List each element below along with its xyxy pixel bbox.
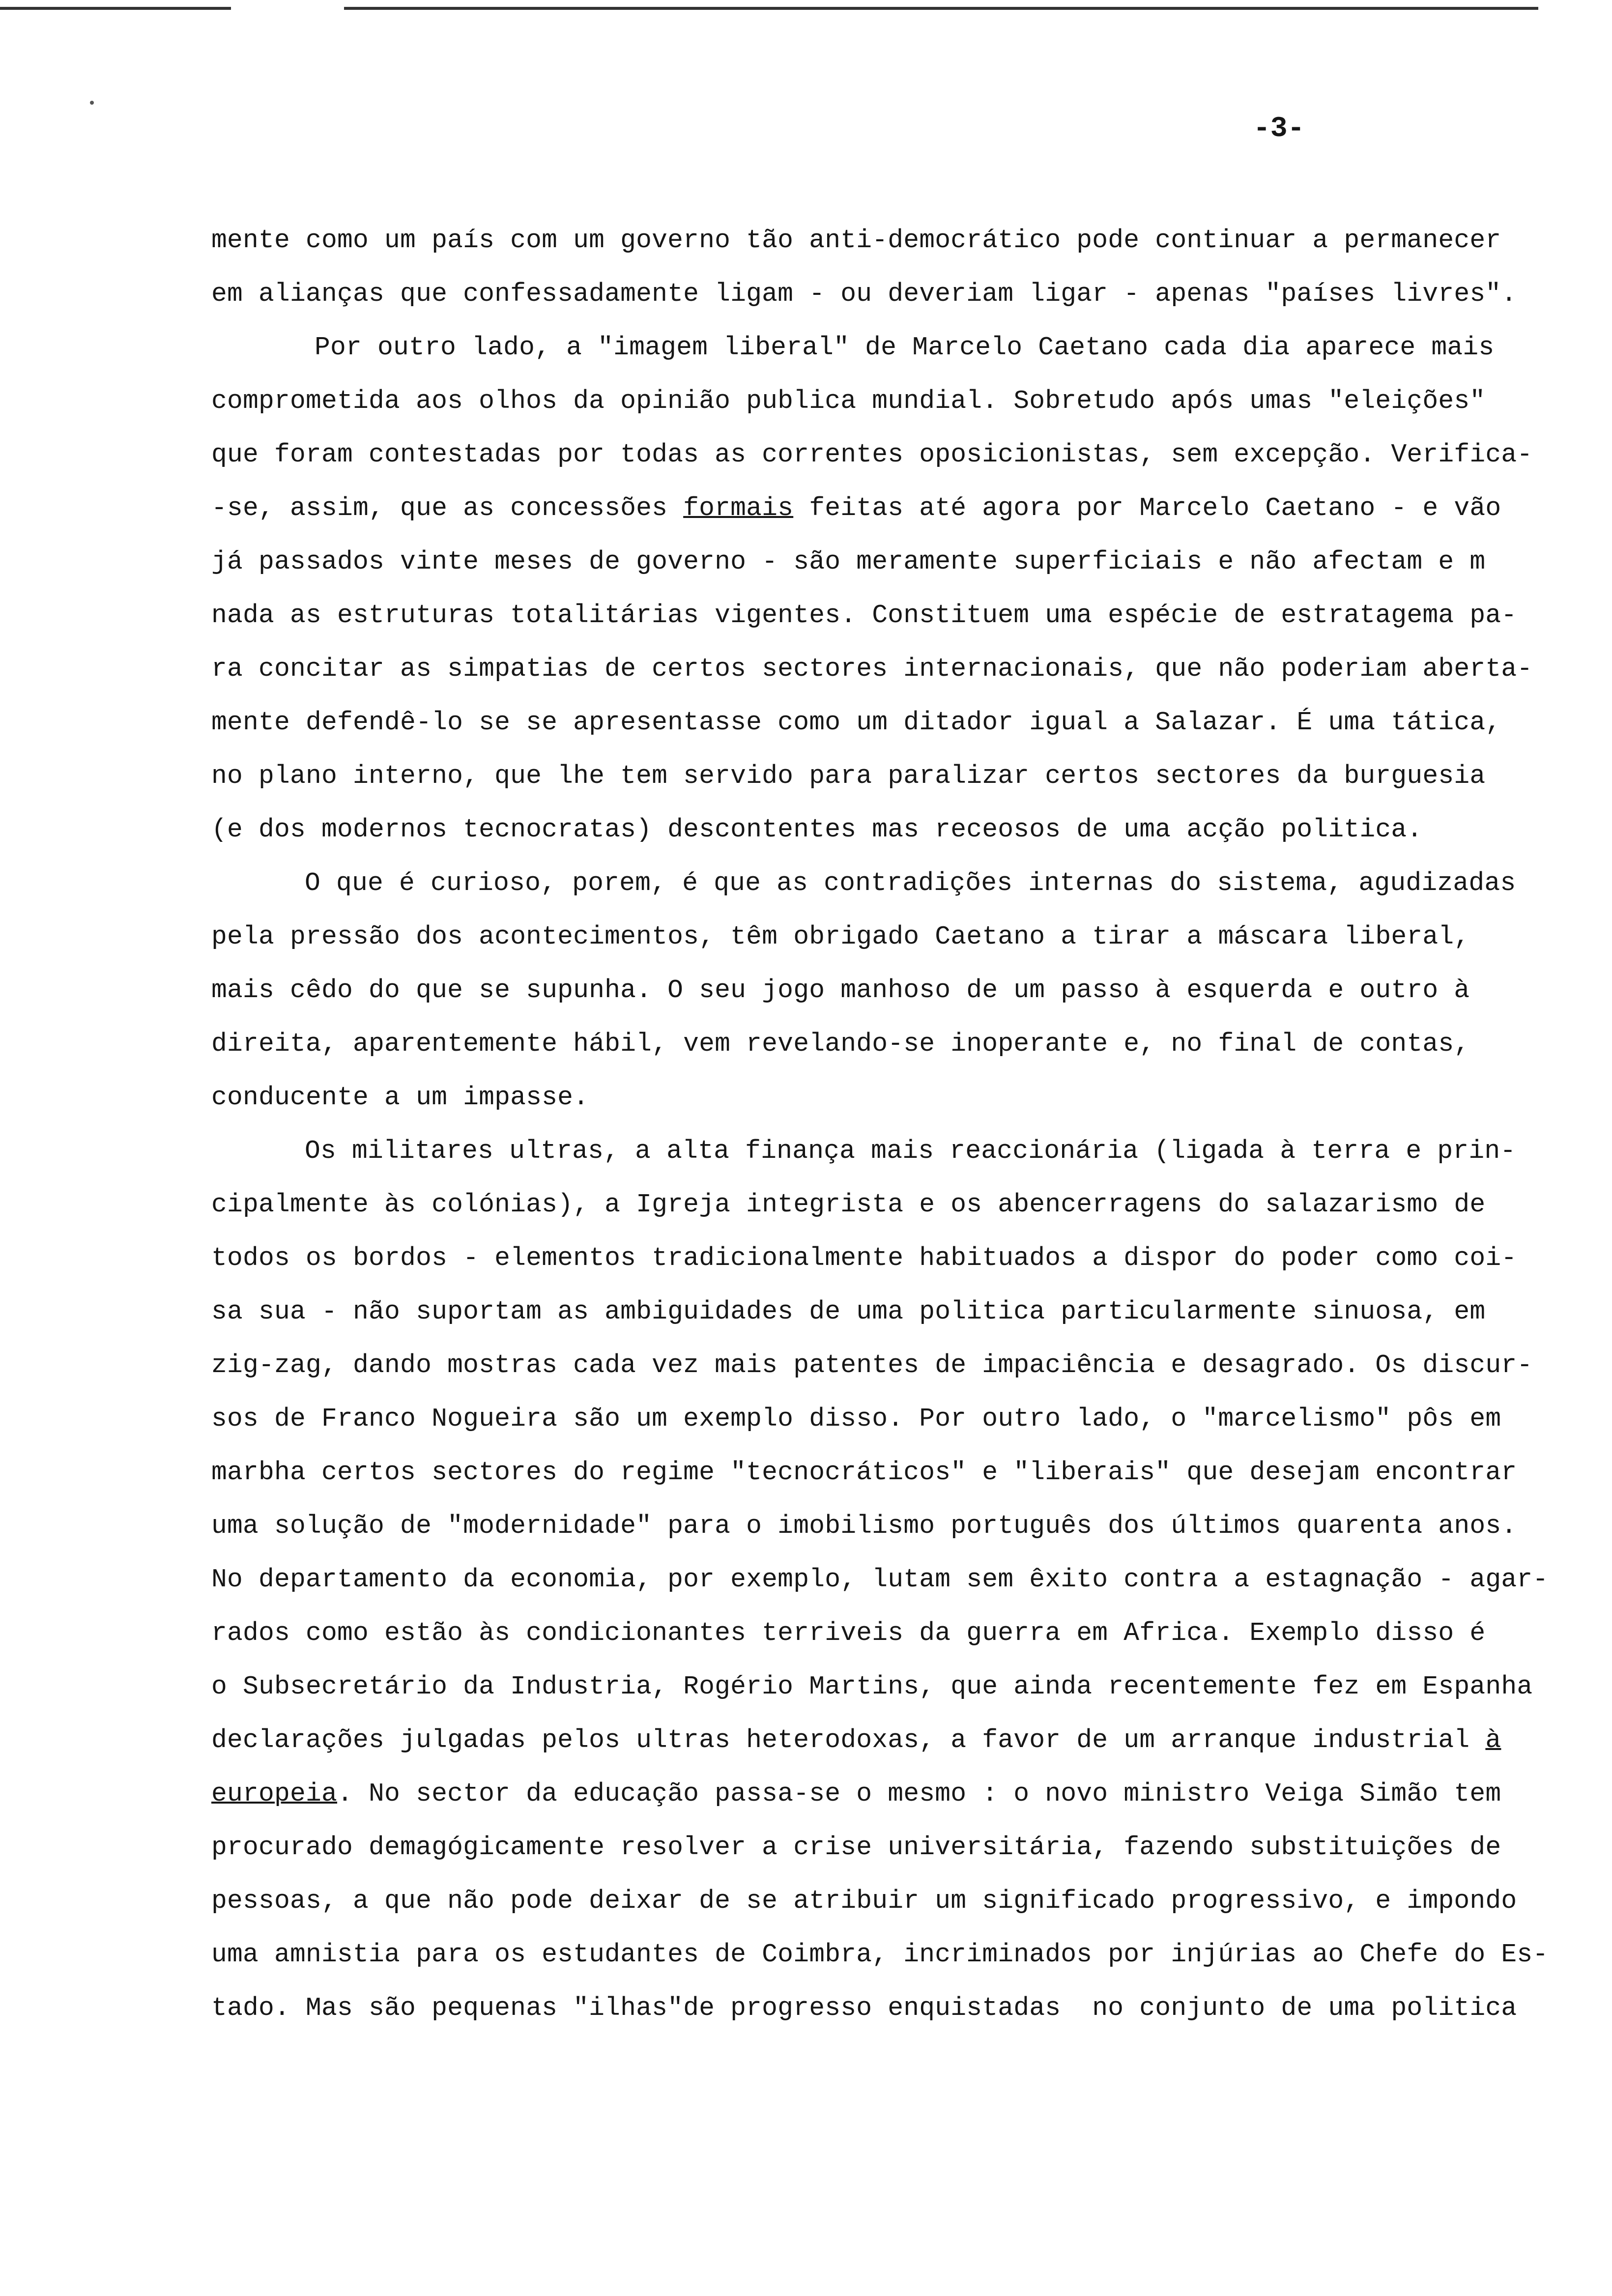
text-line [211,1714,1509,1767]
text-line: comprometida aos olhos da opinião publica mundial. Sobretudo após umas "eleições" [211,386,1486,416]
paragraph-start-line: O que é curioso, porem, é que as contradições internas do sistema, agudizadas [305,868,1516,898]
text-segment: declarações julgadas pelos ultras heterodoxas, a favor de um arranque industrial [211,1725,1486,1755]
text-line: sa sua - não suportam as ambiguidades de uma politica particularmente sinuosa, em [211,1297,1486,1326]
text-line: mente defendê-lo se se apresentasse como um ditador igual a Salazar. É uma tática, [211,708,1501,737]
text-line: conducente a um impasse. [211,1083,589,1112]
text-line [211,482,1509,535]
text-line: no plano interno, que lhe tem servido para paralizar certos sectores da burguesia [211,761,1486,791]
text-line: mente como um país com um governo tão anti-democrático pode continuar a permanecer [211,226,1501,255]
text-line: pela pressão dos acontecimentos, têm obrigado Caetano a tirar a máscara liberal, [211,922,1470,951]
top-edge-rule [344,7,1538,10]
text-line: procurado demagógicamente resolver a crise universitária, fazendo substituições de [211,1833,1501,1862]
scan-speck [90,101,94,105]
document-body [211,214,1549,2035]
text-line: ra concitar as simpatias de certos sectores internacionais, que não poderiam aberta- [211,654,1533,684]
page-number: -3- [1253,113,1305,145]
text-line: sos de Franco Nogueira são um exemplo disso. Por outro lado, o "marcelismo" pôs em [211,1404,1501,1434]
text-segment: -se, assim, que as concessões [211,493,684,523]
text-line: já passados vinte meses de governo - são meramente superficiais e não afectam e m [211,547,1486,576]
underlined-word: à [1485,1725,1501,1755]
text-segment: . No sector da educação passa-se o mesmo : o novo ministro Veiga Simão tem [337,1779,1501,1808]
text-line: em alianças que confessadamente ligam - ou deveriam ligar - apenas "países livres". [211,279,1517,309]
underlined-word: europeia [211,1779,338,1808]
text-line: cipalmente às colónias), a Igreja integrista e os abencerragens do salazarismo de [211,1190,1486,1219]
text-line [211,1767,1509,1821]
text-line: uma solução de "modernidade" para o imobilismo português dos últimos quarenta anos. [211,1511,1517,1541]
top-edge-rule [0,7,231,10]
text-line: rados como estão às condicionantes terriveis da guerra em Africa. Exemplo disso é [211,1618,1486,1648]
text-segment: feitas até agora por Marcelo Caetano - e vão [793,493,1501,523]
paragraph-start-line: Os militares ultras, a alta finança mais reaccionária (ligada à terra e prin- [305,1136,1516,1166]
paragraph-start-line: Por outro lado, a "imagem liberal" de Marcelo Caetano cada dia aparece mais [315,333,1495,362]
text-line: uma amnistia para os estudantes de Coimbra, incriminados por injúrias ao Chefe do Es- [211,1940,1549,1969]
text-line: nada as estruturas totalitárias vigentes. Constituem uma espécie de estratagema pa- [211,601,1517,630]
text-line: (e dos modernos tecnocratas) descontentes mas receosos de uma acção politica. [211,815,1423,844]
text-line: No departamento da economia, por exemplo, lutam sem êxito contra a estagnação - agar- [211,1565,1549,1594]
underlined-word: formais [683,493,794,523]
text-line: pessoas, a que não pode deixar de se atribuir um significado progressivo, e impondo [211,1886,1517,1916]
text-line: tado. Mas são pequenas "ilhas"de progresso enquistadas no conjunto de uma politica [211,1993,1517,2023]
text-line: zig-zag, dando mostras cada vez mais patentes de impaciência e desagrado. Os discur- [211,1350,1533,1380]
text-line: mais cêdo do que se supunha. O seu jogo manhoso de um passo à esquerda e outro à [211,976,1470,1005]
text-line: que foram contestadas por todas as correntes oposicionistas, sem excepção. Verifica- [211,440,1533,469]
text-line: direita, aparentemente hábil, vem revelando-se inoperante e, no final de contas, [211,1029,1470,1059]
text-line: o Subsecretário da Industria, Rogério Martins, que ainda recentemente fez em Espanha [211,1672,1533,1701]
text-line: todos os bordos - elementos tradicionalmente habituados a dispor do poder como coi- [211,1243,1517,1273]
text-line: marbha certos sectores do regime "tecnocráticos" e "liberais" que desejam encontrar [211,1458,1517,1487]
